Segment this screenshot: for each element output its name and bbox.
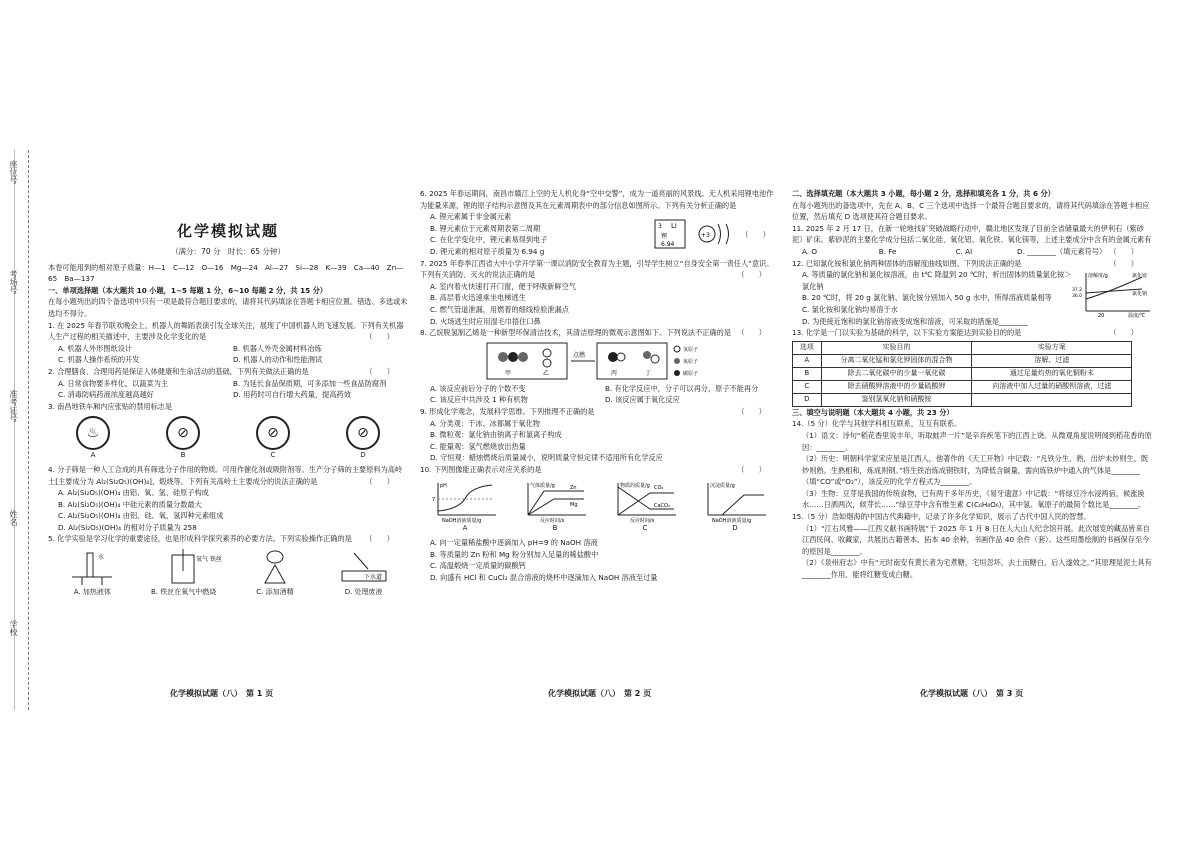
option: D. 该反应属于氧化反应 xyxy=(605,395,680,405)
question-6: 6. 2025 年春运期间，南昌市赣江上空的无人机化身“空中交警”，成为一道亮丽的风景线。无人机采用锂电池作为能量来源，锂的原子结构示意图及其在元素周期表中的部分信息如图所示。下列有关分析正确的是 xyxy=(420,189,774,210)
option: A. 分类观：干冰、冰都属于氧化物 xyxy=(430,418,540,428)
experiment-table: 选项 实验目的 实验方案 A 分离二氧化锰和氯化钾固体的混合物 溶解、过滤 B 除去二氧化碳中的少量一氧化碳 通过足量灼热的氧化铜粉末 C 除去硝酸钾溶液中的少量硫酸钾 向溶液中加入过量的硝酸钡溶液，过滤 D 鉴别氢氧化钠和硝酸铵 xyxy=(792,341,1132,407)
option: C. 消毒防病药液浓度越高越好 xyxy=(58,390,154,400)
flame-icon: ♨ xyxy=(76,416,110,450)
option: C. Al₂(Si₂O₅)(OH)₄ 由铝、硅、氧、氢四种元素组成 xyxy=(58,511,224,521)
question-14-3: （3）生物：豆芽是我国的传统食物，已有两千多年历史，《易牙遗意》中记载：“将绿豆冷水浸两宿，候涨换水……日洒两次，候芽长……”绿豆芽中含有维生素 C(C₆H₈O₆)，其中氢、氧原子的最简个数比是________。 xyxy=(802,488,1146,510)
binding-label-seat: 座位号 xyxy=(9,160,18,184)
table-row: D 鉴别氢氧化钠和硝酸铵 xyxy=(793,393,1132,406)
option: C. 该反应中共涉及 1 种有机物 xyxy=(430,395,528,405)
svg-text:反应时间/s: 反应时间/s xyxy=(540,518,565,525)
page-2 xyxy=(420,188,780,583)
option: D. 火场逃生时应用湿毛巾捂住口鼻 xyxy=(430,316,541,326)
question-14: 14.（5 分）化学与其他学科相互联系，互互有联系。 xyxy=(792,419,962,429)
section-2-note: 在每小题列出的备选项中，先在 A、B、C 三个选项中选择一个最符合题目要求的，请将其代码填涂在答题卡相应位置，然后填充 D 选项使其符合题目要求。 xyxy=(792,200,1150,222)
option: B. 为延长食品保质期，可多添加一些食品防腐剂 xyxy=(233,378,387,388)
question-6-options xyxy=(420,211,653,257)
svg-text:pH: pH xyxy=(440,483,447,490)
option: C. 机器人操作系统的开发 xyxy=(58,355,140,365)
question-8: 8. 乙烷脱氢制乙烯是一种新型环保清洁技术，其清洁原理的微观示意图如下。下列说法不正确的是 （ ） xyxy=(420,328,766,338)
section-1-title: 一、单项选择题（本大题共 10 小题，1~5 每题 1 分，6~10 每题 2 分，共 15 分） xyxy=(48,285,327,295)
question-12-options xyxy=(792,269,1072,327)
svg-text:反应时间/s: 反应时间/s xyxy=(630,518,655,525)
svg-text:NaOH溶液质量/g: NaOH溶液质量/g xyxy=(442,518,482,525)
svg-text:氯化钠: 氯化钠 xyxy=(1132,291,1148,298)
option: D. 锂元素的相对原子质量为 6.94 g xyxy=(430,246,545,256)
svg-text:3: 3 xyxy=(658,223,663,231)
option: D. ________（填元素符号） xyxy=(1017,246,1107,256)
option: D. 为使接近饱和的氯化钠溶液变成饱和溶液，可采取的措施是________ xyxy=(802,316,1028,326)
page-3 xyxy=(792,188,1152,581)
svg-text:碳原子: 碳原子 xyxy=(683,370,699,377)
question-10-graphs xyxy=(420,479,780,535)
option: A. 室内着火快速打开门窗，便于呼吸新鲜空气 xyxy=(430,281,576,291)
periodic-cell xyxy=(653,218,689,250)
question-5-figures xyxy=(48,547,408,599)
question-9-options xyxy=(420,418,780,464)
option: A. 机器人外形图纸设计 xyxy=(58,343,133,353)
svg-text:氧原子: 氧原子 xyxy=(683,358,699,365)
no-fire-icon: ⊘ xyxy=(256,416,290,450)
graph-d: 沉淀质量/g NaOH溶液质量/g D xyxy=(700,479,770,535)
option: C. 高温煅烧一定质量的碳酸钙 xyxy=(430,561,526,571)
option: C. 能量观：氢气燃烧放出热量 xyxy=(430,441,526,451)
graph-c: CO₂ CaCO₃ 物质的质量/g 反应时间/s C xyxy=(610,479,680,535)
graph-a: 7 pH NaOH溶液质量/g A xyxy=(430,479,500,535)
question-3-signs: ♨ A ⊘ B ⊘ C ⊘ D xyxy=(48,416,408,462)
solubility-graph xyxy=(1072,269,1152,319)
graph-b: Zn Mg 气体质量/g 反应时间/s B xyxy=(520,479,590,535)
question-7: 7. 2025 年春季江西省大中小学开学第一课以消防安全教育为主题，引导学生树立“自身安全第一责任人”意识。下列有关消防、灭火的说法正确的是 （ ） xyxy=(420,258,774,280)
section-1-note: 在每小题列出的四个备选项中只有一项是最符合题目要求的，请将其代码填涂在答题卡相应位置。错选、多选或未选均不得分。 xyxy=(48,297,408,318)
table-row: C 除去硝酸钾溶液中的少量硫酸钾 向溶液中加入过量的硝酸钡溶液，过滤 xyxy=(793,380,1132,393)
question-2: 2. 合理膳食、合理用药是保证人体健康和生命活动的基础，下列有关做法正确的是 （ ） xyxy=(48,366,394,376)
option: B. 机器人外壳金属材料冶炼 xyxy=(233,343,322,353)
option: D. 用药时可自行增大药量，提高药效 xyxy=(233,390,351,400)
question-11: 11. 2025 年 2 月 17 日，在新一轮地找矿突破战略行动中，赣北地区发现了目前全省储量最大的伊利石（紫砂泥）矿床。紫砂泥的主要化学成分包括二氧化硅、氧化铝、氧化铁、氧化镁等，上述主要成分中含有的金属元素有 （ ） xyxy=(792,223,1152,256)
option: B. 高层着火迅速乘坐电梯逃生 xyxy=(430,293,526,303)
svg-text:20: 20 xyxy=(1098,313,1105,320)
page-1-footer: 化学模拟试题（八） 第 1 页 xyxy=(170,689,274,698)
svg-text:CO₂: CO₂ xyxy=(654,485,664,492)
option: A. 锂元素属于非金属元素 xyxy=(430,212,512,222)
svg-text:氯化铵: 氯化铵 xyxy=(1132,273,1148,280)
svg-text:水: 水 xyxy=(98,554,105,562)
section-2-title: 二、选择填充题（本大题共 3 小题，每小题 2 分，选择和填充各 1 分，共 6 分） xyxy=(792,189,1055,198)
binding-label-room: 考场号 xyxy=(9,270,18,294)
question-8-options xyxy=(420,383,780,406)
svg-text:丁: 丁 xyxy=(645,369,652,377)
option: A. 向一定量稀盐酸中逐滴加入 pH=9 的 NaOH 溶液 xyxy=(430,538,598,548)
option: B. 等质量的 Zn 粉和 Mg 粉分别加入足量的稀盐酸中 xyxy=(430,549,599,559)
option: C. 燃气管道泄漏，用燃着的细线检验泄漏点 xyxy=(430,304,569,314)
svg-text:37.2: 37.2 xyxy=(1072,288,1083,294)
svg-text:Li: Li xyxy=(671,222,678,231)
option: B. 20 ℃时，将 20 g 氯化钠、氯化铵分别加入 50 g 水中，所得溶液质量相等 xyxy=(802,293,1052,303)
question-15-2: （2）《泉州府志》中有“元时南安有黄长者为宅煮糖，宅垣忽坏，去土而糖白，后人遂效之。”其原理是泥土具有________作用，能将红糖变成白糖。 xyxy=(802,558,1152,580)
fig-waste-disposal: 下水道 D. 处理废液 xyxy=(334,547,394,599)
option: B. 微粒观：氯化钠由钠离子和氯离子构成 xyxy=(430,430,562,440)
fig-iron-in-oxygen: 氧气 铁丝 B. 铁丝在氧气中燃烧 xyxy=(151,556,222,597)
svg-text:气体质量/g: 气体质量/g xyxy=(530,483,555,490)
question-7-options xyxy=(420,281,780,327)
no-firecracker-icon: ⊘ xyxy=(346,416,380,450)
atomic-mass-line: 本卷可能用到的相对原子质量：H—1 C—12 O—16 Mg—24 Al—27 Si—28 K—39 Ca—40 Zn—65 Ba—137 xyxy=(48,262,404,284)
binding-label-school: 学校 xyxy=(9,620,18,636)
svg-text:氢原子: 氢原子 xyxy=(683,346,699,353)
svg-text:NaOH溶液质量/g: NaOH溶液质量/g xyxy=(712,518,752,525)
question-15-1: （1）“江右风雅——江西文献书画特展”于 2025 年 1 月 8 日在人大山人纪念馆开展。此次展览的藏品皆来自江西民间、收藏家，共展出古籍善本、拓本 40 余种，书画作品 40 余件（套）。这些用墨绘制的书画保存至今的原因是________。 xyxy=(802,523,1150,556)
option: A. O xyxy=(802,246,818,256)
atom-structure xyxy=(695,218,735,250)
option: A. 等质量的氯化钠和氯化铵溶液，由 t℃ 降温到 20 ℃时，析出固体的质量氯化铵＞氯化钠 xyxy=(802,270,1072,291)
option: C. Al xyxy=(955,246,973,256)
option: A. 日常食物要多样化，以蔬菜为主 xyxy=(58,378,168,388)
option: B. Al₂(Si₂O₅)(OH)₄ 中硅元素的质量分数最大 xyxy=(58,499,202,509)
svg-text:Zn: Zn xyxy=(570,485,577,492)
option: B. 锂元素位于元素周期表第二周期 xyxy=(430,223,541,233)
exam-title: 化学模拟试题 xyxy=(176,222,279,240)
question-14-2: （2）历史：明朝科学家宋应星是江西人，他著作的《天工开物》中记载：“凡铁分生、熟，出炉未炒则生，既炒则熟。生熟相和，炼成则钢。”将生铁冶炼成钢铁时，为降低含碳量，需向炼铁炉中通入的气体是________（填“CO”或“O₂”），该反应的化学方程式为________。 xyxy=(802,454,1149,487)
option: D. 向盛有 HCl 和 CuCl₂ 混合溶液的烧杯中逐滴加入 NaOH 溶液至过量 xyxy=(430,572,658,582)
svg-text:CaCO₃: CaCO₃ xyxy=(654,503,670,510)
fig-heating-liquid: 水 A. 加热液体 xyxy=(73,554,111,597)
page-3-footer: 化学模拟试题（八） 第 3 页 xyxy=(920,689,1024,698)
question-11-options xyxy=(792,246,1109,258)
fig-adding-alcohol: C. 添加酒精 xyxy=(245,547,305,599)
option: C. 在化学变化中，锂元素易得到电子 xyxy=(430,235,548,245)
question-9: 9. 形成化学观念，发展科学思维。下列推理不正确的是 （ ） xyxy=(420,406,766,416)
section-3-title: 三、填空与说明题（本大题共 4 小题，共 23 分） xyxy=(792,407,954,417)
option: D. Al₂(Si₂O₅)(OH)₄ 的相对分子质量为 258 xyxy=(58,522,197,532)
svg-text:物质的质量/g: 物质的质量/g xyxy=(620,483,650,490)
option: A. Al₂(Si₂O₅)(OH)₄ 由铝、氧、氢、硅原子构成 xyxy=(58,488,209,498)
option: D. 守恒观：蜡烛燃烧后质量减小，说明质量守恒定律不适用所有化学反应 xyxy=(430,453,663,463)
option: D. 机器人的动作和性能测试 xyxy=(233,355,323,365)
option: A. 该反应前后分子的个数不变 xyxy=(430,383,526,393)
question-1: 1. 在 2025 年春节联欢晚会上，机器人的舞蹈表演引发全球关注，展现了中国机器人的飞速发展。下列有关机器人生产过程的相关描述中，主要涉及化学变化的是 （ ） xyxy=(48,320,404,342)
svg-text:丙: 丙 xyxy=(611,369,618,377)
exam-meta: （满分：70 分 时长：65 分钟） xyxy=(171,247,285,256)
question-6-figure: 3 Li 锂 6.94 +3 （ ） xyxy=(653,211,770,257)
svg-text:溶解度/g: 溶解度/g xyxy=(1088,273,1108,280)
question-12: 12. 已知氯化铵和氯化钠两种固体的溶解度曲线如图。下列说法正确的是 （ ） xyxy=(792,258,1138,268)
page-1 xyxy=(48,190,408,601)
question-14-1: （1）语文：诗句“稻花香里说丰年，听取蛙声一片”是辛弃疾笔下的江西上饶。从微观角度说明闻到稻花香的原因：________。 xyxy=(802,430,1152,452)
table-row: A 分离二氧化锰和氯化钾固体的混合物 溶解、过滤 xyxy=(793,354,1132,367)
no-smoking-icon: ⊘ xyxy=(166,416,200,450)
option: B. 有化学反应中，分子可以再分，原子不能再分 xyxy=(605,383,759,393)
svg-text:锂: 锂 xyxy=(661,233,668,241)
svg-text:Mg: Mg xyxy=(570,502,578,509)
option: B. Fe xyxy=(878,246,897,256)
page-2-footer: 化学模拟试题（八） 第 2 页 xyxy=(548,689,652,698)
table-row: B 除去二氧化碳中的少量一氧化碳 通过足量灼热的氧化铜粉末 xyxy=(793,367,1132,380)
svg-text:下水道: 下水道 xyxy=(363,574,382,582)
binding-label-name: 姓名 xyxy=(9,510,18,526)
question-5: 5. 化学实验是学习化学的重要途径，也是形成科学探究素养的必要方法。下列实验操作正确的是 （ ） xyxy=(48,534,394,544)
question-10: 10. 下列图像能正确表示对应关系的是 （ ） xyxy=(420,464,766,474)
question-2-options xyxy=(48,378,408,401)
question-10-options xyxy=(420,537,780,583)
svg-text:氧气 铁丝: 氧气 铁丝 xyxy=(195,556,222,564)
svg-text:点燃: 点燃 xyxy=(573,351,586,359)
binding-label-ticket: 准考证号 xyxy=(9,390,18,422)
svg-text:温度/℃: 温度/℃ xyxy=(1128,313,1146,320)
svg-text:乙: 乙 xyxy=(543,369,550,377)
svg-text:沉淀质量/g: 沉淀质量/g xyxy=(710,483,735,490)
svg-text:+3: +3 xyxy=(701,232,711,240)
svg-text:36.0: 36.0 xyxy=(1072,294,1083,300)
svg-text:7: 7 xyxy=(432,497,436,504)
question-1-options xyxy=(48,343,408,366)
question-13: 13. 化学是一门以实验为基础的科学，以下实验方案能达到实验目的的是 （ ） xyxy=(792,328,1138,338)
question-4: 4. 分子筛是一种人工合成的具有筛选分子作用的物质。可用作催化剂或吸附剂等。生产分子筛的主要原料为高岭土[主要成分为 Al₂(Si₂O₅)(OH)₄]，煅烧等。下列有关高岭土主要成分的说法正确的是 （ ） xyxy=(48,464,403,486)
svg-text:6.94: 6.94 xyxy=(661,241,675,249)
option: C. 氯化铵和氯化钠均易溶于水 xyxy=(802,304,898,314)
svg-text:甲: 甲 xyxy=(505,369,512,377)
question-15: 15.（5 分）浩如烟海的中国古代典籍中，记录了许多化学知识，展示了古代中国人民的智慧。 xyxy=(792,512,1091,522)
binding-strip xyxy=(8,150,29,710)
question-4-options xyxy=(48,487,408,533)
question-3: 3. 南昌地铁车厢内应张贴的禁用标志是 xyxy=(48,401,173,411)
question-8-figure xyxy=(420,341,780,381)
